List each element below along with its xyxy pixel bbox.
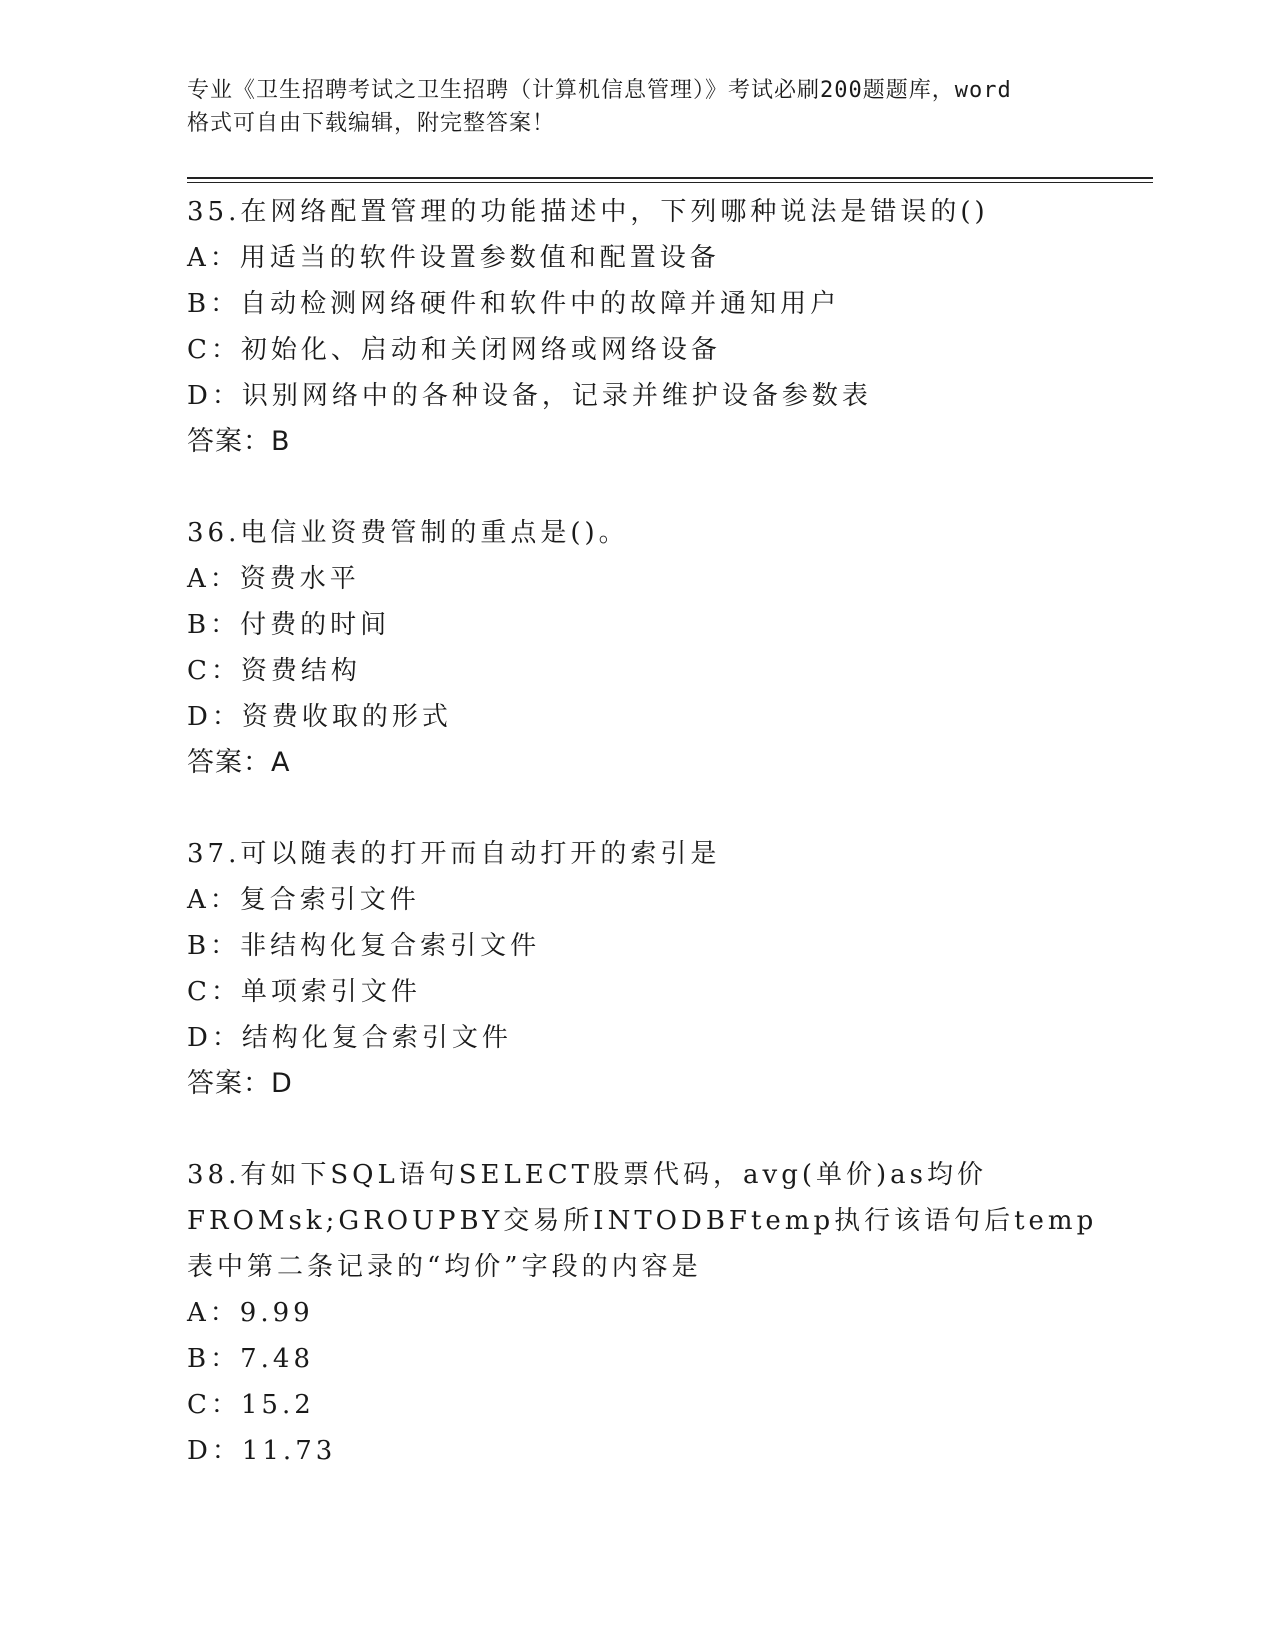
question-stem: 38.有如下SQL语句SELECT股票代码，avg(单价)as均价FROMsk;GROUPBY交易所INTODBFtemp执行该语句后temp表中第二条记录的“均价”字段的内容是 [187, 1160, 1098, 1282]
answer-label: 答案：A [187, 747, 291, 778]
question-36 [187, 510, 1117, 786]
answer-label: 答案：B [187, 426, 291, 457]
question-stem: 36.电信业资费管制的重点是()。 [187, 518, 629, 548]
option-c: C：资费结构 [187, 656, 361, 686]
option-d: D：11.73 [187, 1436, 337, 1466]
option-c: C：15.2 [187, 1390, 315, 1420]
question-stem: 35.在网络配置管理的功能描述中，下列哪种说法是错误的() [187, 197, 989, 227]
document-header [187, 74, 1107, 140]
option-a: A：复合索引文件 [187, 885, 420, 915]
option-d: D：结构化复合索引文件 [187, 1023, 512, 1053]
option-b: B：7.48 [187, 1344, 314, 1374]
question-38 [187, 1152, 1117, 1474]
header-line-1: 专业《卫生招聘考试之卫生招聘（计算机信息管理）》考试必刷200题题库，word [187, 78, 1012, 103]
option-a: A：用适当的软件设置参数值和配置设备 [187, 243, 720, 273]
option-a: A：资费水平 [187, 564, 360, 594]
header-line-2: 格式可自由下载编辑，附完整答案！ [187, 111, 556, 136]
question-stem: 37.可以随表的打开而自动打开的索引是 [187, 839, 721, 869]
question-list [187, 189, 1117, 1519]
option-c: C：单项索引文件 [187, 977, 421, 1007]
answer-label: 答案：D [187, 1068, 293, 1099]
question-35 [187, 189, 1117, 465]
option-a: A：9.99 [187, 1298, 314, 1328]
option-b: B：自动检测网络硬件和软件中的故障并通知用户 [187, 289, 841, 319]
option-d: D：识别网络中的各种设备，记录并维护设备参数表 [187, 381, 872, 411]
option-b: B：付费的时间 [187, 610, 391, 640]
option-d: D：资费收取的形式 [187, 702, 452, 732]
option-b: B：非结构化复合索引文件 [187, 931, 541, 961]
header-divider-thin [187, 182, 1153, 183]
header-divider-thick [187, 177, 1153, 179]
option-c: C：初始化、启动和关闭网络或网络设备 [187, 335, 721, 365]
question-37 [187, 831, 1117, 1107]
